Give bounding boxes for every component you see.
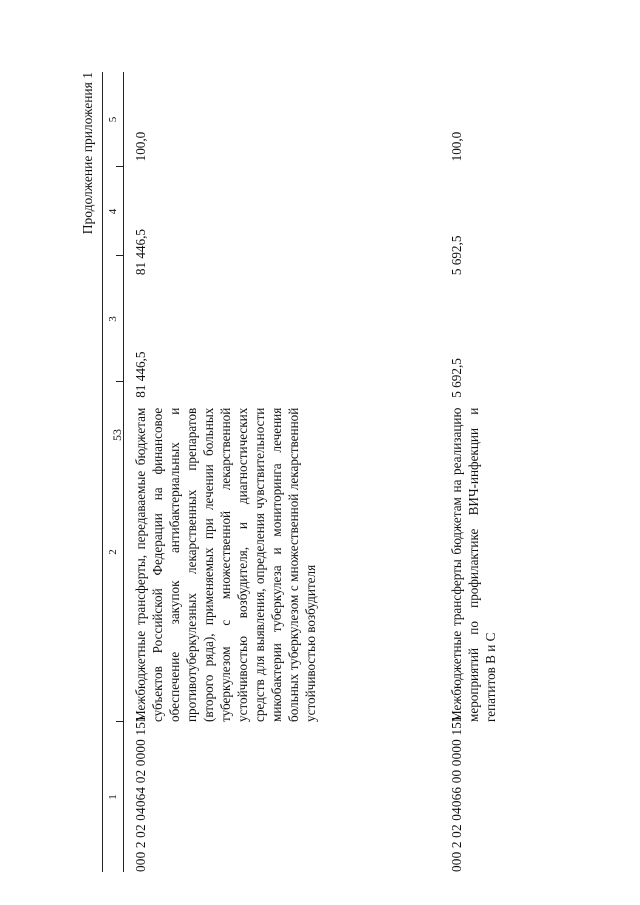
header-col-4: 4 xyxy=(103,167,123,256)
row-description: Межбюджетные трансферты, передаваемые бюджетам субъектов Российской Федерации на финансовое обеспечение закупок антибактериальных и противотуберкулезных лекарственных препаратов (второго ряда), применяемых при лечении больных туберкулезом с множественной лекарственной устойчивостью возбудителя, и диагностических средств для выявления, определения чувствительности микобактерии туберкулеза и мониторинга лечения больных туберкулезом с множественной лекарственной устойчивостью возбудителя xyxy=(133,407,318,722)
header-col-5: 5 xyxy=(103,72,123,167)
table-row xyxy=(440,72,499,872)
continuation-label: Продолжение приложения 1 xyxy=(80,72,95,235)
header-col-3: 3 xyxy=(103,256,123,382)
row-col4-value: 81 446,5 xyxy=(133,228,148,276)
row-col3-value: 81 446,5 xyxy=(133,351,148,398)
document-page xyxy=(80,72,600,872)
row-description: Межбюджетные трансферты бюджетам на реализацию мероприятий по профилактике ВИЧ-инфекции и гепатитов B и C xyxy=(449,407,498,722)
row-col5-value: 100,0 xyxy=(133,131,148,162)
table-header xyxy=(102,72,124,872)
row-col4-value: 5 692,5 xyxy=(449,235,464,276)
header-col-2: 2 xyxy=(103,382,123,722)
row-code: 000 2 02 04066 00 0000 151 xyxy=(449,715,464,872)
row-col5-value: 100,0 xyxy=(449,131,464,162)
page-number: 53 xyxy=(110,429,124,441)
data-table xyxy=(102,72,499,872)
row-code: 000 2 02 04064 02 0000 151 xyxy=(133,715,148,872)
header-col-1: 1 xyxy=(107,794,119,800)
row-col3-value: 5 692,5 xyxy=(449,358,464,398)
table-row xyxy=(124,72,440,872)
